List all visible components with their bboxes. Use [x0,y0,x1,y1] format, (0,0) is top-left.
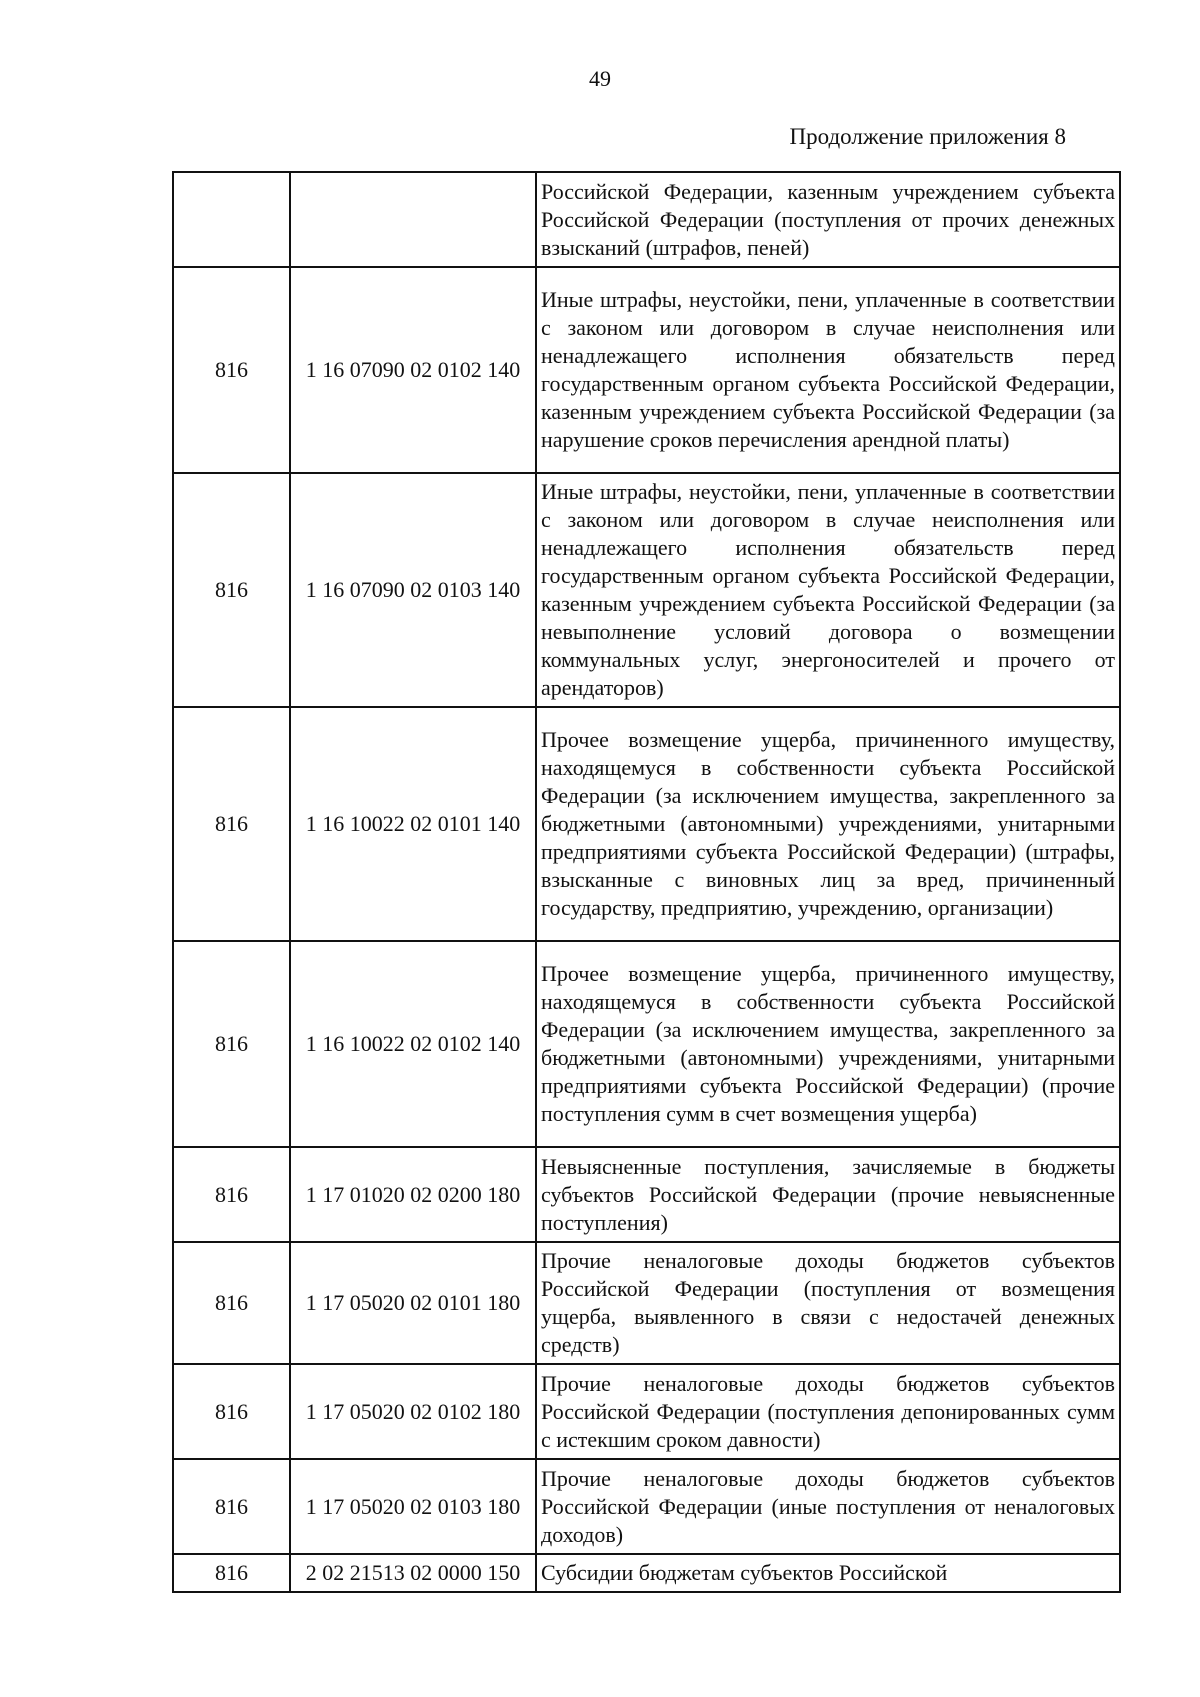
admin-code-cell: 816 [173,1147,290,1242]
table-row [173,1364,1120,1459]
admin-code-cell: 816 [173,1364,290,1459]
admin-code-cell: 816 [173,1242,290,1364]
budget-code-cell: 1 17 05020 02 0101 180 [290,1242,536,1364]
revenue-name-cell: Прочие неналоговые доходы бюджетов субъектов Российской Федерации (поступления от возмещения ущерба, выявленного в связи с недостачей денежных средств) [536,1242,1120,1364]
revenue-codes-table [172,171,1121,1593]
appendix-continuation-label: Продолжение приложения 8 [789,124,1066,149]
page-number: 49 [589,66,611,91]
table-row [173,172,1120,267]
table-body [173,172,1120,1592]
budget-code-cell: 2 02 21513 02 0000 150 [290,1554,536,1592]
table-row [173,1459,1120,1554]
admin-code-cell: 816 [173,473,290,707]
revenue-name-cell: Прочее возмещение ущерба, причиненного имуществу, находящемуся в собственности субъекта Российской Федерации (за исключением имущества, закрепленного за бюджетными (автономными) учреждениями, унитарными предприятиями субъекта Российской Федерации) (прочие поступления сумм в счет возмещения ущерба) [536,941,1120,1147]
table-row [173,1554,1120,1592]
admin-code-cell: 816 [173,1554,290,1592]
table-row [173,1242,1120,1364]
budget-code-cell: 1 16 10022 02 0102 140 [290,941,536,1147]
table-row [173,267,1120,473]
admin-code-cell: 816 [173,1459,290,1554]
budget-code-cell: 1 17 05020 02 0102 180 [290,1364,536,1459]
admin-code-cell: 816 [173,941,290,1147]
budget-code-cell: 1 17 01020 02 0200 180 [290,1147,536,1242]
revenue-name-cell: Российской Федерации, казенным учреждением субъекта Российской Федерации (поступления от прочих денежных взысканий (штрафов, пеней) [536,172,1120,267]
admin-code-cell: 816 [173,267,290,473]
admin-code-cell [173,172,290,267]
budget-code-cell: 1 16 07090 02 0103 140 [290,473,536,707]
revenue-name-cell: Прочие неналоговые доходы бюджетов субъектов Российской Федерации (поступления депонированных сумм с истекшим сроком давности) [536,1364,1120,1459]
admin-code-cell: 816 [173,707,290,941]
revenue-name-cell: Прочее возмещение ущерба, причиненного имуществу, находящемуся в собственности субъекта Российской Федерации (за исключением имущества, закрепленного за бюджетными (автономными) учреждениями, унитарными предприятиями субъекта Российской Федерации) (штрафы, взысканные с виновных лиц за вред, причиненный государству, предприятию, учреждению, организации) [536,707,1120,941]
table-row [173,707,1120,941]
revenue-name-cell: Субсидии бюджетам субъектов Российской [536,1554,1120,1592]
budget-code-cell: 1 17 05020 02 0103 180 [290,1459,536,1554]
revenue-name-cell: Невыясненные поступления, зачисляемые в бюджеты субъектов Российской Федерации (прочие невыясненные поступления) [536,1147,1120,1242]
table-row [173,941,1120,1147]
table-row [173,1147,1120,1242]
budget-code-cell [290,172,536,267]
table-row [173,473,1120,707]
revenue-name-cell: Прочие неналоговые доходы бюджетов субъектов Российской Федерации (иные поступления от неналоговых доходов) [536,1459,1120,1554]
revenue-name-cell: Иные штрафы, неустойки, пени, уплаченные в соответствии с законом или договором в случае неисполнения или ненадлежащего исполнения обязательств перед государственным органом субъекта Российской Федерации, казенным учреждением субъекта Российской Федерации (за невыполнение условий договора о возмещении коммунальных услуг, энергоносителей и прочего от арендаторов) [536,473,1120,707]
budget-code-cell: 1 16 10022 02 0101 140 [290,707,536,941]
budget-code-cell: 1 16 07090 02 0102 140 [290,267,536,473]
revenue-name-cell: Иные штрафы, неустойки, пени, уплаченные в соответствии с законом или договором в случае неисполнения или ненадлежащего исполнения обязательств перед государственным органом субъекта Российской Федерации, казенным учреждением субъекта Российской Федерации (за нарушение сроков перечисления арендной платы) [536,267,1120,473]
